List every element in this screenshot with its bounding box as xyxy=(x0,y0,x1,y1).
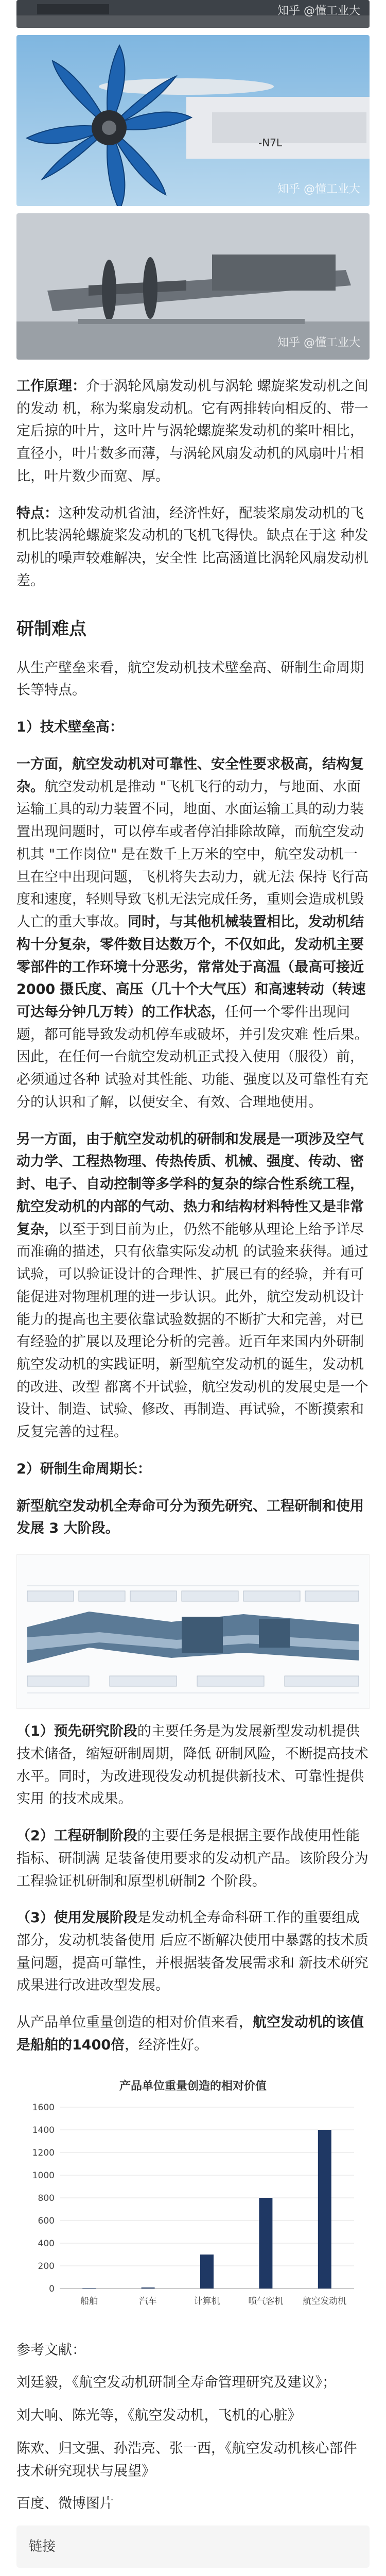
x-tick-label-3: 喷气客机 xyxy=(248,2296,284,2307)
paragraph-usage xyxy=(16,1907,370,1997)
engineering-label: （2）工程研制阶段 xyxy=(16,1828,137,1844)
x-tick-label-4: 航空发动机 xyxy=(303,2296,347,2307)
paragraph-multidiscipline xyxy=(16,1128,370,1444)
paragraph-pre-research xyxy=(16,1720,370,1810)
engineering-text: 的主要任务是根据主要作战使用性能指标、研制满 足装备使用要求的发动机产品。该阶段分为工程验证机研制和原型机研制2 个阶段。 xyxy=(16,1828,369,1889)
paragraph-reliability-a: 航空发动机是推动 "飞机飞行的动力，与地面、水面运输工具的动力装置不同，地面、水面运输工具的动力装置出现问题时，可以停车或者停泊排除故障，而航空发动机其 "工作岗位" 是在数千上万米的空中，航空发动机一旦在空中出现问题，飞机将失去动力，就无法 保持飞行高度和速度，轻则导致飞机无法完成任务，重则会造成机毁人亡的重大事故。 xyxy=(16,778,369,930)
bar-3 xyxy=(259,2198,272,2289)
paragraph-multidiscipline-text: 以至于到目前为止，仍然不能够从理论上给予详尽而准确的描述，只有依靠实际发动机 的试验来获得。通过试验，可以验证设计的合理性、扩展已有的经验，并有可能促进对物理机理的进一步认识。此外，航空发动机设计能力的提高也主要依靠试验数据的不断扩大和完善，对已有经验的扩展以及理论分析的完善。近百年来国内外研制航空发动机的实践证明，新型航空发动机的诞生，发动机的改进、改型 都离不开试验，航空发动机的发展史是一个设计、制造、试验、修改、再制造、再试验，不断摸索和反复完善的过程。 xyxy=(16,1221,369,1440)
y-tick-label-8: 1600 xyxy=(32,2102,55,2113)
link-label: 链接 xyxy=(29,2539,56,2555)
lifecycle-diagram-art xyxy=(17,1555,369,1708)
a400m-photo xyxy=(16,213,370,360)
y-tick-label-4: 800 xyxy=(38,2193,55,2204)
value-text-b: ，经济性好。 xyxy=(125,2037,208,2053)
principle-label: 工作原理： xyxy=(16,378,86,394)
bar-0 xyxy=(82,2288,96,2289)
chart-svg xyxy=(16,2071,370,2325)
y-tick-label-2: 400 xyxy=(38,2238,55,2249)
paragraph-reliability xyxy=(16,753,370,1114)
paragraph-multidiscipline-bold: 另一方面，由于航空发动机的研制和发展是一项涉及空气动力学、工程热物理、传热传质、机械、强度、传动、密封、电子、自动控制等多学科的复杂的综合性系统工程，航空发动机的内部的气动、热力和结构材料特性又是非常复杂， xyxy=(16,1131,364,1238)
y-tick-label-0: 0 xyxy=(49,2283,55,2294)
pre-research-text: 的主要任务是为发展新型发动机提供技术储备，缩短研制周期，降低 研制风险，不断提高技术水平。同时，为改进现役发动机提供新技术、可靠性提供实用 的技术成果。 xyxy=(16,1723,369,1807)
propfan-photo xyxy=(16,35,370,206)
usage-label: （3）使用发展阶段 xyxy=(16,1910,137,1926)
lifecycle-diagram xyxy=(16,1554,370,1709)
references-label: 参考文献： xyxy=(16,2342,86,2358)
watermark-top: 知乎 @懂工业大 xyxy=(277,5,360,18)
value-text-a: 从产品单位重量创造的相对价值来看， xyxy=(16,2014,253,2031)
bar-4 xyxy=(318,2130,331,2289)
x-tick-label-2: 计算机 xyxy=(194,2296,220,2307)
pre-research-label: （1）预先研究阶段 xyxy=(16,1723,137,1740)
paragraph-reliability-bold: 一方面，航空发动机对可靠性、安全性要求极高，结构复杂。 xyxy=(16,756,364,795)
value-bar-chart xyxy=(16,2071,370,2325)
subtitle-tech-barrier: 1）技术壁垒高： xyxy=(16,719,124,736)
top-photo xyxy=(16,0,370,28)
paragraph-reliability-b: 同时，与其他机械装置相比，发动机结构十分复杂，零件数目达数万个，不仅如此，发动机主要零部件的工作环境十分恶劣，常常处于高温（最高可接近 2000 摄氏度、高压（几十个大气压）和高速转动（转速可达每分钟几万转）的工作状态， xyxy=(16,914,366,1020)
paragraph-barrier-intro: 从生产壁垒来看，航空发动机技术壁垒高、研制生命周期长等特点。 xyxy=(16,659,364,699)
reference-1: 刘廷毅，《航空发动机研制全寿命管理研究及建议》； xyxy=(16,2375,336,2391)
bar-2 xyxy=(200,2255,214,2289)
principle-text: 介于涡轮风扇发动机与涡轮 螺旋桨发动机之间的发动 机，称为桨扇发动机。它有两排转向相反的、带一定后掠的叶片，这叶片与涡轮螺旋桨发动机的桨叶相比，直径小，叶片数多而薄，与涡轮风扇发动机的风扇叶片相 比，叶片数少而宽、厚。 xyxy=(16,378,369,484)
paragraph-three-phases xyxy=(16,1495,370,1540)
bar-1 xyxy=(142,2287,155,2289)
feature-label: 特点： xyxy=(16,505,58,521)
feature-text: 这种发动机省油，经济性好，配装桨扇发动机的飞机比装涡轮螺旋桨发动机的飞机飞得快。缺点在于这 种发动机的噪声较难解决，安全性 比高涵道比涡轮风扇发动机差。 xyxy=(16,505,369,589)
y-tick-label-5: 1000 xyxy=(32,2170,55,2181)
value-text-bold: 航空发动机的该值是船舶的1400倍 xyxy=(16,2014,364,2053)
x-tick-label-1: 汽车 xyxy=(139,2296,157,2307)
x-tick-label-0: 船舶 xyxy=(80,2296,98,2307)
principle-paragraph xyxy=(16,375,370,488)
reference-4: 百度、微博图片 xyxy=(16,2496,114,2512)
watermark-2: 知乎 @懂工业大 xyxy=(277,336,360,350)
reference-3: 陈欢、归文强、孙浩亮、张一西，《航空发动机核心部件技术研究现状与展望》 xyxy=(16,2440,357,2479)
paragraph-three-phases-bold: 新型航空发动机全寿命可分为预先研究、工程研制和使用发展 3 大阶段。 xyxy=(16,1498,364,1537)
watermark-1: 知乎 @懂工业大 xyxy=(277,183,360,196)
feature-paragraph xyxy=(16,502,370,592)
link-card[interactable] xyxy=(16,2526,370,2568)
y-tick-label-3: 600 xyxy=(38,2215,55,2226)
section-title-difficulty: 研制难点 xyxy=(16,618,86,639)
reference-2: 刘大响、陈光等，《航空发动机，飞机的心脏》 xyxy=(16,2408,302,2424)
paragraph-engineering xyxy=(16,1825,370,1892)
paragraph-reliability-c: 任何一个零件出现问题，都可能导致发动机停车或破坏，并引发灾难 性后果。因此，在任何一台航空发动机正式投入使用（服役）前，必须通过各种 试验对其性能、功能、强度以及可靠性有充分的认识和了解，以便安全、有效、合理地使用。 xyxy=(16,1004,369,1110)
svg-text:-N7L: -N7L xyxy=(258,137,283,149)
chart-title: 产品单位重量创造的相对价值 xyxy=(119,2079,267,2093)
paragraph-value xyxy=(16,2011,370,2056)
y-tick-label-7: 1400 xyxy=(32,2125,55,2136)
subtitle-life-cycle: 2）研制生命周期长： xyxy=(16,1461,151,1477)
y-tick-label-1: 200 xyxy=(38,2261,55,2272)
usage-text: 是发动机全寿命科研工作的重要组成部分，发动机装备使用 后应不断解决使用中暴露的技术质量问题，提高可靠性，并根据装备发展需求和 新技术研究成果进行改进改型发展。 xyxy=(16,1910,369,1994)
references xyxy=(16,2339,370,2515)
y-tick-label-6: 1200 xyxy=(32,2147,55,2158)
